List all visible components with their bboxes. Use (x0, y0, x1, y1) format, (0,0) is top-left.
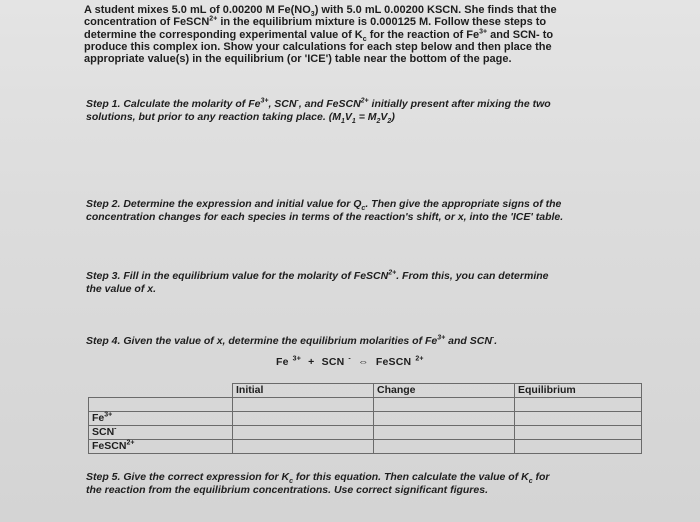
problem-intro (84, 4, 624, 65)
intro-line-3: determine the corresponding experimental value of $K_c$ for the reaction of $Fe^{3+}$ and SCN- to (84, 27, 554, 43)
step-5-text: Step 5. Give the correct expression for $K_c$ for this equation. Then calculate the value of $K_c$ for the reaction from the equilibrium concentrations. Use correct significant figures. (86, 471, 550, 496)
intro-line-4: produce this complex ion. Show your calculations for each step below and then place the (84, 40, 552, 53)
ice-cell-change[interactable] (374, 440, 515, 454)
ice-header-initial: Initial (233, 384, 374, 398)
ice-row-label: SCN- (89, 426, 233, 440)
reaction-equation (276, 356, 428, 368)
product-fescn: FeSCN $^{2+}$ (375, 355, 424, 368)
step-4-text: Step 4. Given the value of x, determine the equilibrium molarities of $Fe^{3+}$ and SCN-. (86, 334, 498, 347)
ice-row-label: $Fe^{3+}$ (89, 412, 233, 426)
step-1-text: Step 1. Calculate the molarity of $Fe^{3+}$, SCN-, and FeSCN$^{2+}$ initially present after mixing the two solutions, but prior to any reaction taking place. $(M_1V_1 = M_2V_2)$ (86, 97, 551, 125)
ice-header-change: Change (374, 384, 515, 398)
plus-sign: + (308, 356, 315, 368)
ice-blank-row (89, 398, 642, 412)
equilibrium-arrow-icon: ⇔ (358, 356, 369, 368)
intro-line-1: A student mixes 5.0 mL of 0.00200 M $Fe(NO_3)$ with 5.0 mL 0.00200 KSCN. She finds that the (84, 4, 557, 19)
ice-cell-initial[interactable] (233, 412, 374, 426)
ice-cell-change[interactable] (374, 426, 515, 440)
ice-header-row (89, 384, 642, 398)
ice-cell-equilibrium[interactable] (515, 426, 642, 440)
ice-cell-initial[interactable] (233, 426, 374, 440)
reactant-scn: SCN - (321, 355, 351, 368)
ice-header-equilibrium: Equilibrium (515, 384, 642, 398)
ice-cell-change[interactable] (374, 412, 515, 426)
ice-corner-cell (89, 384, 233, 398)
ice-table (88, 383, 642, 454)
step-3-text: Step 3. Fill in the equilibrium value for the molarity of FeSCN$^{2+}$. From this, you can determine the value of x. (86, 269, 549, 295)
intro-line-2: concentration of FeSCN$^{2+}$ in the equilibrium mixture is 0.000125 M. Follow these steps to (84, 15, 547, 29)
ice-cell-equilibrium[interactable] (515, 440, 642, 454)
intro-line-5: appropriate value(s) in the equilibrium (or 'ICE') table near the bottom of the page. (84, 53, 512, 66)
ice-row-fe (89, 412, 642, 426)
ice-cell-initial[interactable] (233, 440, 374, 454)
ice-cell-equilibrium[interactable] (515, 412, 642, 426)
ice-blank-cell (89, 398, 233, 412)
ice-row-scn (89, 426, 642, 440)
ice-row-label: FeSCN$^{2+}$ (89, 440, 233, 454)
step-2-text: Step 2. Determine the expression and initial value for $Q_c$. Then give the appropriate signs of the concentration changes for each species in terms of the reaction's shift, or x, into the 'ICE' table. (86, 198, 564, 223)
reactant-fe: Fe $^{3+}$ (276, 355, 302, 368)
ice-row-fescn (89, 440, 642, 454)
